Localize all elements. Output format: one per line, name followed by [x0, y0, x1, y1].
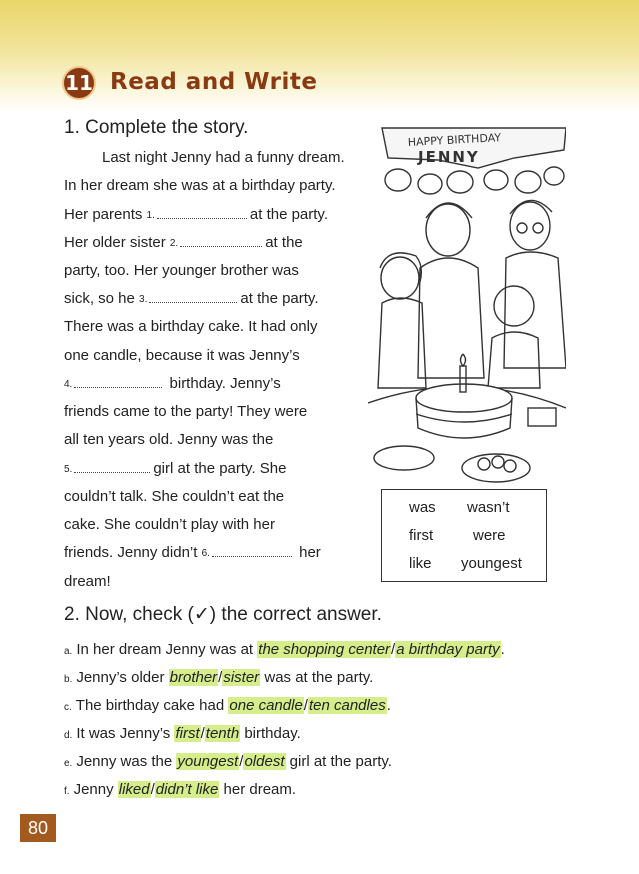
answer-option[interactable]: one candle	[229, 697, 303, 714]
story-line: Her parents 1. at the party.	[64, 206, 328, 223]
word-option: wasn’t	[467, 499, 510, 516]
question-d: d. It was Jenny’s first/tenth birthday.	[64, 725, 301, 742]
word-option: like	[409, 555, 432, 572]
section-number-badge: 11	[62, 66, 96, 100]
task1-heading: 1. Complete the story.	[64, 117, 249, 138]
blank-3[interactable]	[149, 289, 237, 303]
question-e: e. Jenny was the youngest/oldest girl at the party.	[64, 753, 392, 770]
blank-1[interactable]	[157, 205, 247, 219]
question-f: f. Jenny liked/didn’t like her dream.	[64, 781, 297, 798]
answer-option[interactable]: oldest	[244, 753, 285, 770]
answer-option[interactable]: brother	[169, 669, 218, 686]
banner-line2: JENNY	[418, 148, 480, 166]
story-line: friends. Jenny didn’t 6. her	[64, 544, 321, 561]
story-line: party, too. Her younger brother was	[64, 262, 299, 279]
question-c: c. The birthday cake had one candle/ten candles.	[64, 697, 391, 714]
word-box	[381, 489, 547, 582]
section-title: Read and Write	[110, 69, 318, 95]
story-line: Her older sister 2. at the	[64, 234, 303, 251]
answer-option[interactable]: a birthday party	[396, 641, 500, 658]
word-option: first	[409, 527, 434, 544]
story-line: all ten years old. Jenny was the	[64, 431, 274, 448]
answer-option[interactable]: liked	[118, 781, 150, 798]
story-line: couldn’t talk. She couldn’t eat the	[64, 488, 285, 505]
story-line: sick, so he 3. at the party.	[64, 290, 319, 307]
birthday-party-illustration	[368, 118, 566, 488]
blank-6[interactable]	[212, 543, 292, 557]
story-line: There was a birthday cake. It had only	[64, 318, 318, 335]
story-line: 5. girl at the party. She	[64, 460, 287, 477]
story-line: cake. She couldn’t play with her	[64, 516, 275, 533]
blank-4[interactable]	[74, 374, 162, 388]
story-line: 4. birthday. Jenny’s	[64, 375, 281, 392]
blank-5[interactable]	[74, 459, 150, 473]
answer-option[interactable]: didn’t like	[155, 781, 219, 798]
story-line: Last night Jenny had a funny dream.	[102, 149, 345, 166]
answer-option[interactable]: ten candles	[308, 697, 386, 714]
question-a: a. In her dream Jenny was at the shopping center/a birthday party.	[64, 641, 505, 658]
task2-heading: 2. Now, check (✓) the correct answer.	[64, 604, 382, 625]
answer-option[interactable]: youngest	[177, 753, 239, 770]
page-number: 80	[20, 814, 56, 842]
banner-line1: HAPPY BIRTHDAY	[407, 131, 502, 149]
story-line: dream!	[64, 573, 111, 590]
story-line: In her dream she was at a birthday party.	[64, 177, 336, 194]
story-line: friends came to the party! They were	[64, 403, 308, 420]
answer-option[interactable]: tenth	[205, 725, 240, 742]
answer-option[interactable]: first	[175, 725, 200, 742]
word-option: were	[473, 527, 506, 544]
question-b: b. Jenny’s older brother/sister was at the party.	[64, 669, 374, 686]
word-option: was	[409, 499, 436, 516]
story-line: one candle, because it was Jenny’s	[64, 347, 300, 364]
answer-option[interactable]: sister	[223, 669, 260, 686]
blank-2[interactable]	[180, 233, 262, 247]
answer-option[interactable]: the shopping center	[258, 641, 391, 658]
header-band	[0, 0, 639, 112]
word-option: youngest	[461, 555, 522, 572]
